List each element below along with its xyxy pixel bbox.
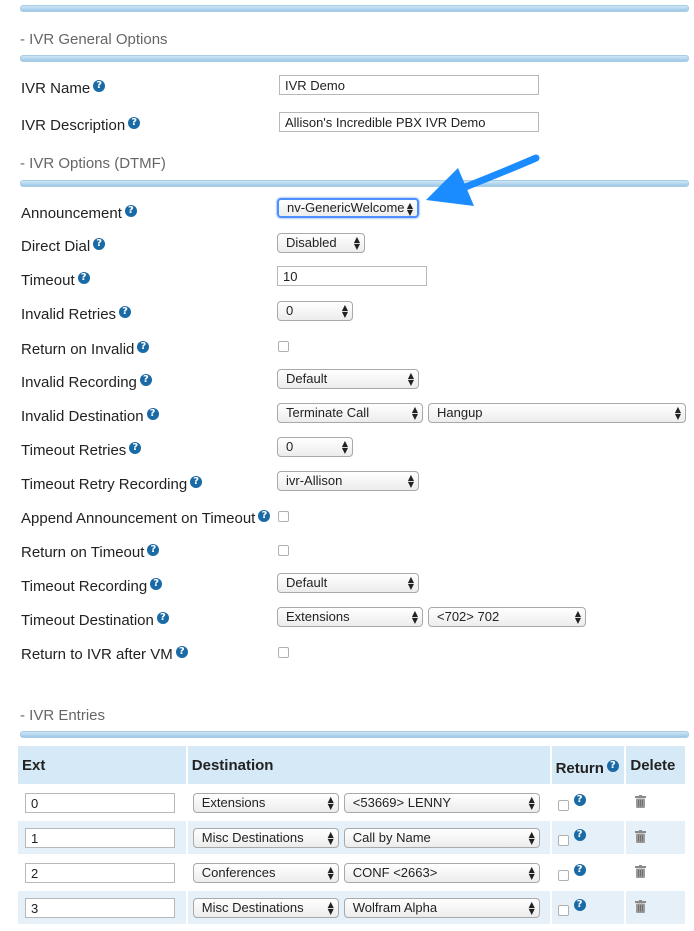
- help-icon[interactable]: ?: [150, 578, 162, 590]
- section-title-general: - IVR General Options: [20, 31, 168, 48]
- select-arrows-icon: ▲ ▼: [341, 303, 348, 319]
- select-arrows-icon: ▲ ▼: [574, 609, 581, 625]
- select-arrows-icon: ▲ ▼: [411, 405, 418, 421]
- help-icon[interactable]: ?: [137, 341, 149, 353]
- delete-cell: [626, 891, 685, 924]
- select-arrows-icon: ▲ ▼: [528, 830, 535, 846]
- return-cell: [552, 856, 625, 889]
- timeout-destination-type-select[interactable]: Extensions ▲ ▼: [277, 607, 423, 627]
- return-checkbox[interactable]: [558, 905, 569, 916]
- select-arrows-icon: ▲ ▼: [674, 405, 681, 421]
- select-arrows-icon: ▲ ▼: [411, 609, 418, 625]
- destination-cell: [188, 856, 550, 889]
- ivr-entry-row: [18, 891, 685, 924]
- trash-icon[interactable]: [635, 830, 646, 843]
- help-icon[interactable]: ?: [574, 794, 586, 806]
- help-icon[interactable]: ?: [129, 442, 141, 454]
- return-to-ivr-checkbox[interactable]: [278, 647, 289, 658]
- destination-type-select[interactable]: Misc Destinations ▲ ▼: [193, 898, 339, 918]
- timeout-recording-label: Timeout Recording ?: [21, 578, 162, 595]
- return-header: Return ?: [552, 746, 625, 784]
- select-arrows-icon: ▲ ▼: [327, 830, 334, 846]
- help-icon[interactable]: ?: [176, 646, 188, 658]
- invalid-destination-type-select[interactable]: Terminate Call ▲ ▼: [277, 403, 423, 423]
- trash-icon[interactable]: [635, 795, 646, 808]
- ivr-description-label: IVR Description ?: [21, 117, 140, 134]
- select-arrows-icon: ▲ ▼: [353, 235, 360, 251]
- ext-input[interactable]: 0: [25, 793, 175, 813]
- ext-input[interactable]: 2: [25, 863, 175, 883]
- select-arrows-icon: ▲ ▼: [528, 865, 535, 881]
- ivr-name-label: IVR Name ?: [21, 80, 105, 97]
- section-divider: [20, 55, 689, 62]
- ivr-entry-row: [18, 821, 685, 854]
- destination-type-select[interactable]: Misc Destinations ▲ ▼: [193, 828, 339, 848]
- invalid-destination-select[interactable]: Hangup ▲ ▼: [428, 403, 686, 423]
- invalid-retries-select[interactable]: 0 ▲ ▼: [277, 301, 353, 321]
- delete-header: Delete: [626, 746, 685, 784]
- help-icon[interactable]: ?: [128, 117, 140, 129]
- select-arrows-icon: ▲ ▼: [327, 900, 334, 916]
- timeout-input[interactable]: 10: [277, 266, 427, 286]
- ext-header: Ext: [18, 746, 186, 784]
- ext-cell: [18, 821, 186, 854]
- destination-cell: [188, 821, 550, 854]
- section-divider: [20, 180, 689, 187]
- select-arrows-icon: ▲ ▼: [407, 371, 414, 387]
- delete-cell: [626, 821, 685, 854]
- direct-dial-label: Direct Dial ?: [21, 238, 105, 255]
- return-checkbox[interactable]: [558, 800, 569, 811]
- timeout-retries-label: Timeout Retries ?: [21, 442, 141, 459]
- select-arrows-icon: ▲ ▼: [406, 201, 413, 217]
- ivr-description-input[interactable]: Allison's Incredible PBX IVR Demo: [279, 112, 539, 132]
- help-icon[interactable]: ?: [190, 476, 202, 488]
- section-title-entries: - IVR Entries: [20, 707, 106, 724]
- annotation-arrow-icon: [418, 150, 543, 212]
- help-icon[interactable]: ?: [607, 760, 619, 772]
- return-on-invalid-checkbox[interactable]: [278, 341, 289, 352]
- section-divider: [20, 5, 689, 12]
- return-on-invalid-label: Return on Invalid ?: [21, 341, 149, 358]
- ext-input[interactable]: 1: [25, 828, 175, 848]
- help-icon[interactable]: ?: [147, 544, 159, 556]
- help-icon[interactable]: ?: [93, 80, 105, 92]
- timeout-retry-recording-select[interactable]: ivr-Allison ▲ ▼: [277, 471, 419, 491]
- help-icon[interactable]: ?: [78, 272, 90, 284]
- return-cell: [552, 786, 625, 819]
- return-cell: [552, 891, 625, 924]
- section-title-dtmf: - IVR Options (DTMF): [20, 155, 166, 172]
- trash-icon[interactable]: [635, 865, 646, 878]
- ivr-name-input[interactable]: IVR Demo: [279, 75, 539, 95]
- help-icon[interactable]: ?: [258, 510, 270, 522]
- destination-select[interactable]: Wolfram Alpha ▲ ▼: [344, 898, 540, 918]
- section-divider: [20, 731, 689, 738]
- invalid-destination-label: Invalid Destination ?: [21, 408, 159, 425]
- help-icon[interactable]: ?: [574, 829, 586, 841]
- select-arrows-icon: ▲ ▼: [528, 795, 535, 811]
- append-announcement-checkbox[interactable]: [278, 511, 289, 522]
- ext-cell: [18, 786, 186, 819]
- destination-header: Destination: [188, 746, 550, 784]
- help-icon[interactable]: ?: [147, 408, 159, 420]
- append-announcement-label: Append Announcement on Timeout ?: [21, 510, 270, 527]
- destination-cell: [188, 786, 550, 819]
- timeout-retries-select[interactable]: 0 ▲ ▼: [277, 437, 353, 457]
- ivr-entry-row: [18, 786, 685, 819]
- select-arrows-icon: ▲ ▼: [327, 795, 334, 811]
- help-icon[interactable]: ?: [119, 306, 131, 318]
- destination-cell: [188, 891, 550, 924]
- delete-cell: [626, 786, 685, 819]
- destination-select[interactable]: Call by Name ▲ ▼: [344, 828, 540, 848]
- timeout-retry-recording-label: Timeout Retry Recording ?: [21, 476, 202, 493]
- ivr-entry-row: [18, 856, 685, 889]
- return-to-ivr-label: Return to IVR after VM ?: [21, 646, 188, 663]
- invalid-retries-label: Invalid Retries ?: [21, 306, 131, 323]
- select-arrows-icon: ▲ ▼: [341, 439, 348, 455]
- return-on-timeout-checkbox[interactable]: [278, 545, 289, 556]
- invalid-recording-select[interactable]: Default ▲ ▼: [277, 369, 419, 389]
- select-arrows-icon: ▲ ▼: [327, 865, 334, 881]
- help-icon[interactable]: ?: [93, 238, 105, 250]
- help-icon[interactable]: ?: [157, 612, 169, 624]
- ext-cell: [18, 856, 186, 889]
- delete-cell: [626, 856, 685, 889]
- destination-select[interactable]: <53669> LENNY ▲ ▼: [344, 793, 540, 813]
- destination-type-select[interactable]: Extensions ▲ ▼: [193, 793, 339, 813]
- announcement-label: Announcement ?: [21, 205, 137, 222]
- select-arrows-icon: ▲ ▼: [407, 575, 414, 591]
- help-icon[interactable]: ?: [574, 864, 586, 876]
- invalid-recording-label: Invalid Recording ?: [21, 374, 152, 391]
- trash-icon[interactable]: [635, 900, 646, 913]
- help-icon[interactable]: ?: [574, 899, 586, 911]
- help-icon[interactable]: ?: [125, 205, 137, 217]
- destination-select[interactable]: CONF <2663> ▲ ▼: [344, 863, 540, 883]
- ext-cell: [18, 891, 186, 924]
- return-checkbox[interactable]: [558, 870, 569, 881]
- return-checkbox[interactable]: [558, 835, 569, 846]
- timeout-label: Timeout ?: [21, 272, 90, 289]
- destination-type-select[interactable]: Conferences ▲ ▼: [193, 863, 339, 883]
- direct-dial-select[interactable]: Disabled ▲ ▼: [277, 233, 365, 253]
- ivr-entries-table: [16, 744, 687, 926]
- timeout-destination-select[interactable]: <702> 702 ▲ ▼: [428, 607, 586, 627]
- ext-input[interactable]: 3: [25, 898, 175, 918]
- return-cell: [552, 821, 625, 854]
- timeout-destination-label: Timeout Destination ?: [21, 612, 169, 629]
- timeout-recording-select[interactable]: Default ▲ ▼: [277, 573, 419, 593]
- return-on-timeout-label: Return on Timeout ?: [21, 544, 159, 561]
- announcement-select[interactable]: nv-GenericWelcome ▲ ▼: [277, 198, 419, 218]
- help-icon[interactable]: ?: [140, 374, 152, 386]
- select-arrows-icon: ▲ ▼: [528, 900, 535, 916]
- select-arrows-icon: ▲ ▼: [407, 473, 414, 489]
